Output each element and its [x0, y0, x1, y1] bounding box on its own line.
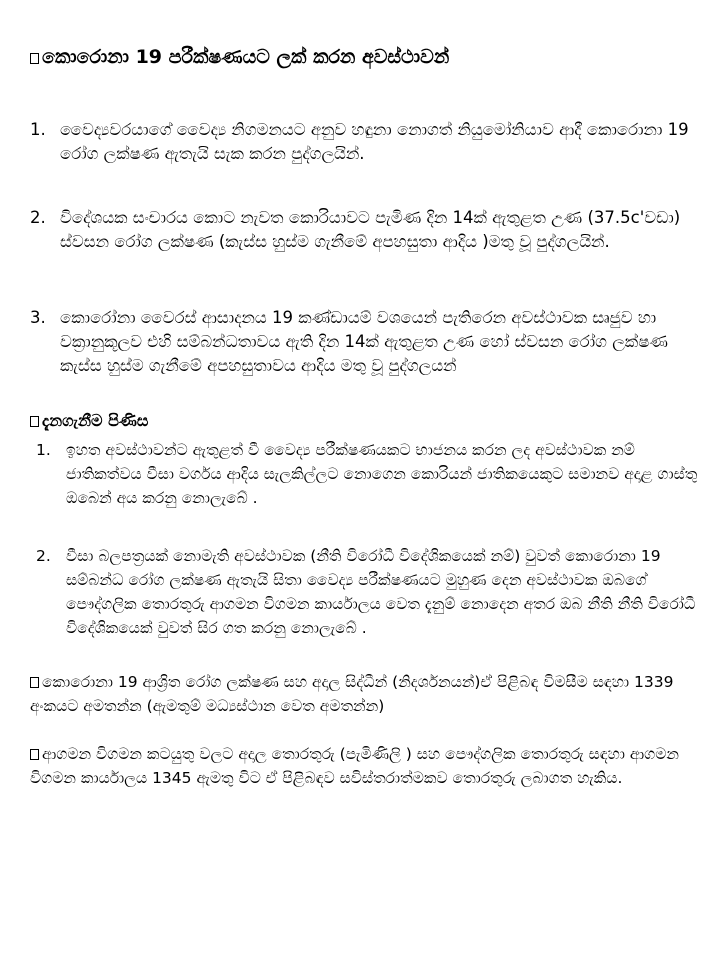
- checkbox-square-icon: [30, 53, 39, 64]
- case-text: කොරෝනා වෛරස් ආසාදනය 19 කණ්ඩායම් වශයෙන් පැතිරෙන අවස්ථාවක සෘජුව හා වක්‍රානුකූලව එහි සම්බන්ධතාවය ඇති දින 14ක් ඇතුළත උණ හෝ ස්වසන රෝග ලක්ෂණ කැස්ස හුස්ම ගැනීමේ අපහසුතාවය ආදිය මතු වූ පුද්ගලයන්: [60, 308, 668, 375]
- title-text: කොරොනා 19 පරීක්ෂණයට ලක් කරන අවස්ථාවන්: [42, 46, 450, 68]
- info-heading-text: දැනගැනීම පිණිස: [42, 411, 149, 430]
- immigration-note: [30, 742, 700, 790]
- case-text: වෛද්‍යවරයාගේ වෛද්‍ය නිගමනයට අනුව හඳුනා නොගත් නියුමෝනියාව ආදී කොරොනා 19 රෝග ලක්ෂණ ඇතැයි සැක කරන පුද්ගලයින්.: [60, 120, 689, 163]
- info-item-number: 1.: [36, 441, 51, 459]
- checkbox-square-icon: [30, 749, 39, 760]
- helpline-note: [30, 670, 700, 718]
- case-number: 1.: [30, 120, 46, 139]
- checkbox-square-icon: [30, 416, 39, 427]
- document-title: [30, 44, 690, 70]
- info-section-heading: [30, 410, 148, 432]
- info-item-text: ඉහත අවස්ථාවන්ට ඇතුළත් වී වෛද්‍ය පරීක්ෂණයකට භාජනය කරන ලද අවස්ථාවක නම් ජාතිකත්වය වීසා වර්ගය ආදිය සැලකිල්ලට නොගෙන කොරියන් ජාතිකයෙකුට සමානව අදාළ ගාස්තු ඔබෙන් අය කරනු නොලැබේ .: [66, 441, 698, 507]
- checkbox-square-icon: [30, 677, 39, 688]
- case-number: 3.: [30, 308, 46, 327]
- case-text: විදේශයක සංචාරය කොට නැවත කොරියාවට පැමිණ දින 14ක් ඇතුළත උණ (37.5c'වඩා) ස්වසන රෝග ලක්ෂණ (කැස්ස හුස්ම ගැනීමේ අපහසුතා ආදිය )මතු වූ පුද්ගලයින්.: [60, 208, 681, 251]
- info-item-text: වීසා බලපත්‍රයක් නොමැති අවස්ථාවක (නීති විරෝධී විදේශිකයෙක් නම්) වුවත් කොරොනා 19 සම්බන්ධ රෝග ලක්ෂණ ඇතැයි සිතා වෛද්‍ය පරීක්ෂණයට මුහුණ දෙන අවස්ථාවක ඔබගේ පෞද්ගලික තොරතුරු ආගමන විගමන කාර්යාලය වෙත දැනුම් නොදෙන අතර ඔබ නීති නීති විරෝධී විදේශිකයෙක් වුවත් සිර ගත කරනු නොලැබේ .: [66, 547, 696, 637]
- immigration-note-text: ආගමන විගමන කටයුතු වලට අදාල තොරතුරු (පැමිණිලි ) සහ පෞද්ගලික තොරතුරු සඳහා ආගමන විගමන කාර්යාලය 1345 ඇමතු විට ඒ පිළිබඳව සවිස්තරාත්මකව තොරතුරු ලබාගත හැකිය.: [30, 745, 679, 787]
- case-number: 2.: [30, 208, 46, 227]
- helpline-note-text: කොරොනා 19 ආශ්‍රිත රෝග ලක්ෂණ සහ අදාල සිද්ධීන් (නිදර්ශනයන්)ඒ පිළිබඳ විමසීම සඳහා 1339 අංකයට අමතන්න (ඇමතුම් මධ්‍යස්ථාන වෙත අමතන්න): [30, 673, 674, 715]
- info-item-number: 2.: [36, 547, 51, 565]
